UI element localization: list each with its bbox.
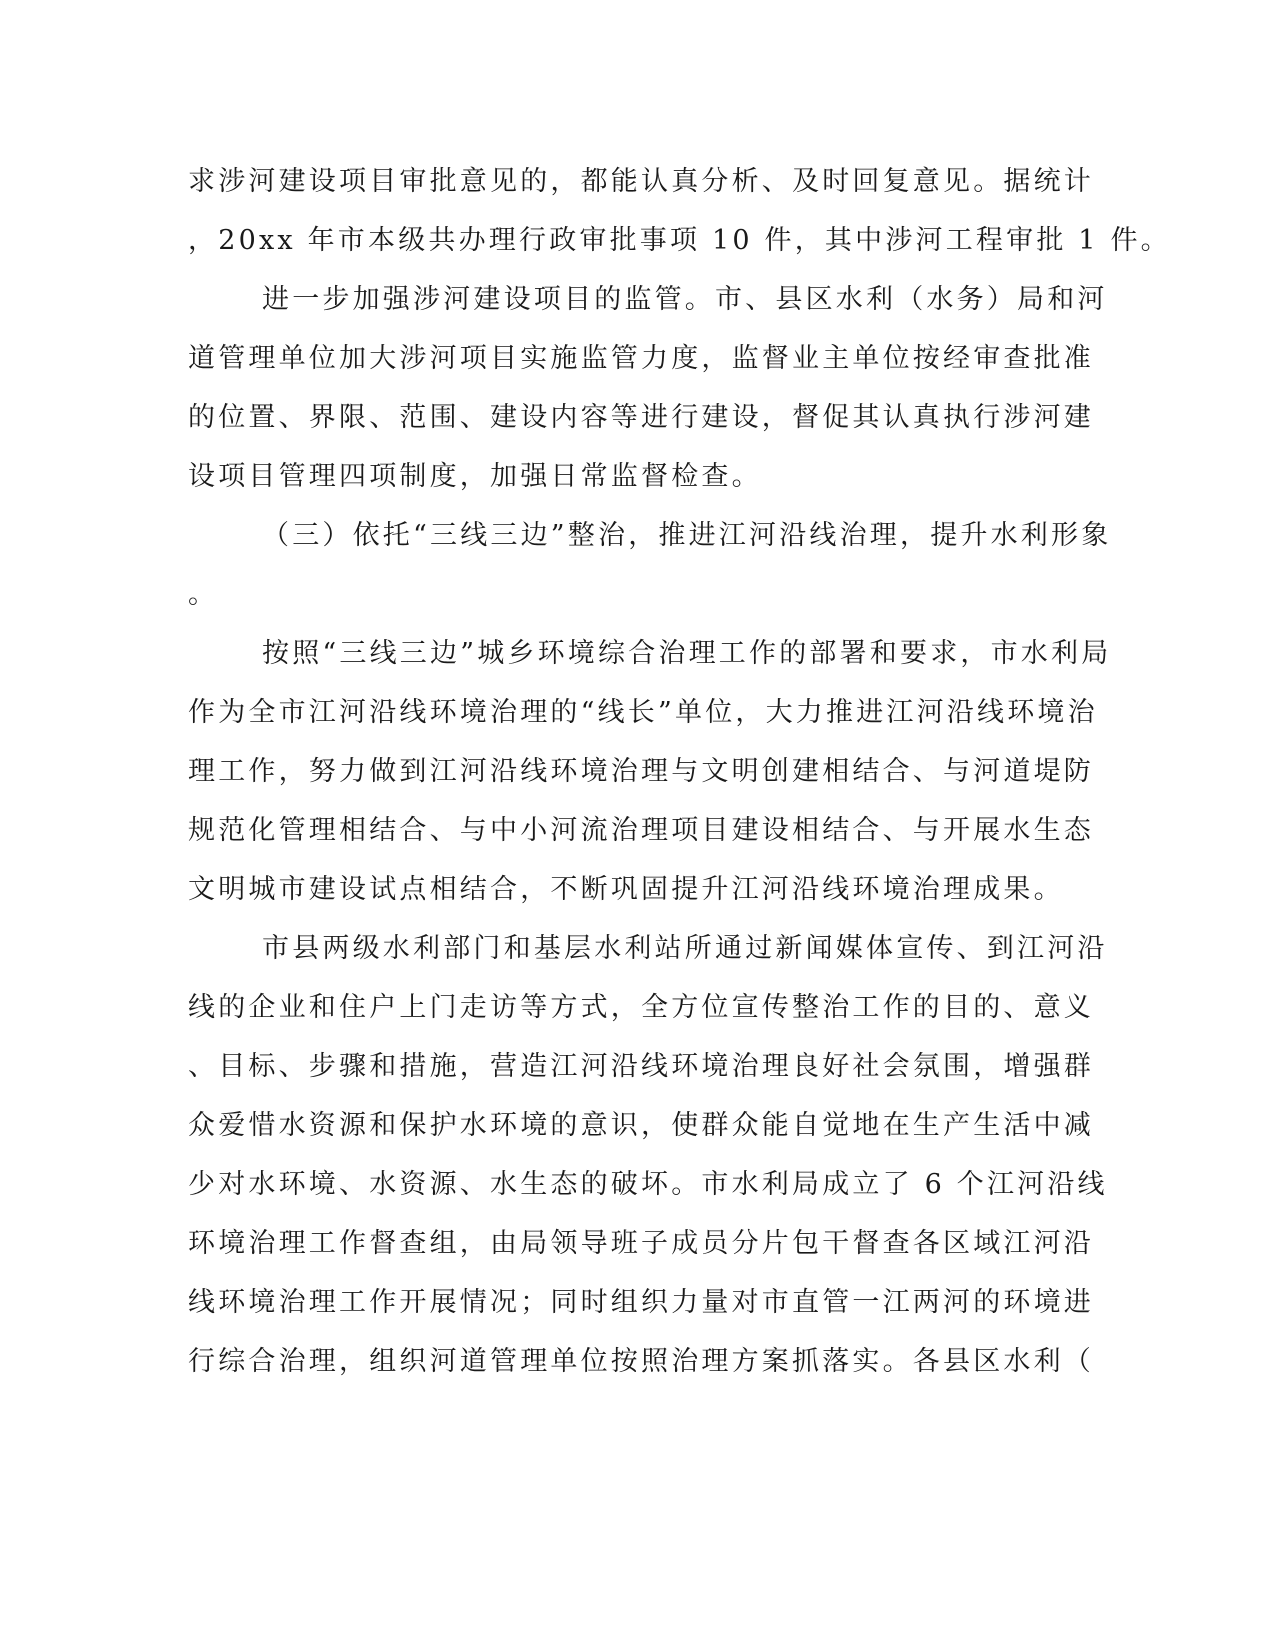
text-line: 众爱惜水资源和保护水环境的意识，使群众能自觉地在生产生活中减 <box>188 1110 1094 1141</box>
paragraph-start-line: 按照“三线三边”城乡环境综合治理工作的部署和要求，市水利局 <box>262 638 1112 669</box>
text-line: 。 <box>188 579 219 610</box>
paragraph-start-line: 市县两级水利部门和基层水利站所通过新闻媒体宣传、到江河沿 <box>262 933 1108 964</box>
text-line: 求涉河建设项目审批意见的，都能认真分析、及时回复意见。据统计 <box>188 166 1094 197</box>
text-line: 设项目管理四项制度，加强日常监督检查。 <box>188 461 762 492</box>
text-line: 规范化管理相结合、与中小河流治理项目建设相结合、与开展水生态 <box>188 815 1094 846</box>
paragraph-start-line: 进一步加强涉河建设项目的监管。市、县区水利（水务）局和河 <box>262 284 1108 315</box>
text-line: ，20xx 年市本级共办理行政审批事项 10 件，其中涉河工程审批 1 件。 <box>188 225 1171 256</box>
text-line: 线的企业和住户上门走访等方式，全方位宣传整治工作的目的、意义 <box>188 992 1094 1023</box>
text-line: 线环境治理工作开展情况；同时组织力量对市直管一江两河的环境进 <box>188 1287 1094 1318</box>
text-line: 作为全市江河沿线环境治理的“线长”单位，大力推进江河沿线环境治 <box>188 697 1098 728</box>
section-heading-line: （三）依托“三线三边”整治，推进江河沿线治理，提升水利形象 <box>262 520 1112 551</box>
text-line: 环境治理工作督查组，由局领导班子成员分片包干督查各区域江河沿 <box>188 1228 1094 1259</box>
text-line: 少对水环境、水资源、水生态的破坏。市水利局成立了 6 个江河沿线 <box>188 1169 1108 1200</box>
text-line: 理工作，努力做到江河沿线环境治理与文明创建相结合、与河道堤防 <box>188 756 1094 787</box>
text-line: 、目标、步骤和措施，营造江河沿线环境治理良好社会氛围，增强群 <box>188 1051 1094 1082</box>
text-line: 文明城市建设试点相结合，不断巩固提升江河沿线环境治理成果。 <box>188 874 1064 905</box>
text-line: 的位置、界限、范围、建设内容等进行建设，督促其认真执行涉河建 <box>188 402 1094 433</box>
text-line: 道管理单位加大涉河项目实施监管力度，监督业主单位按经审查批准 <box>188 343 1094 374</box>
text-line: 行综合治理，组织河道管理单位按照治理方案抓落实。各县区水利（ <box>188 1346 1094 1377</box>
